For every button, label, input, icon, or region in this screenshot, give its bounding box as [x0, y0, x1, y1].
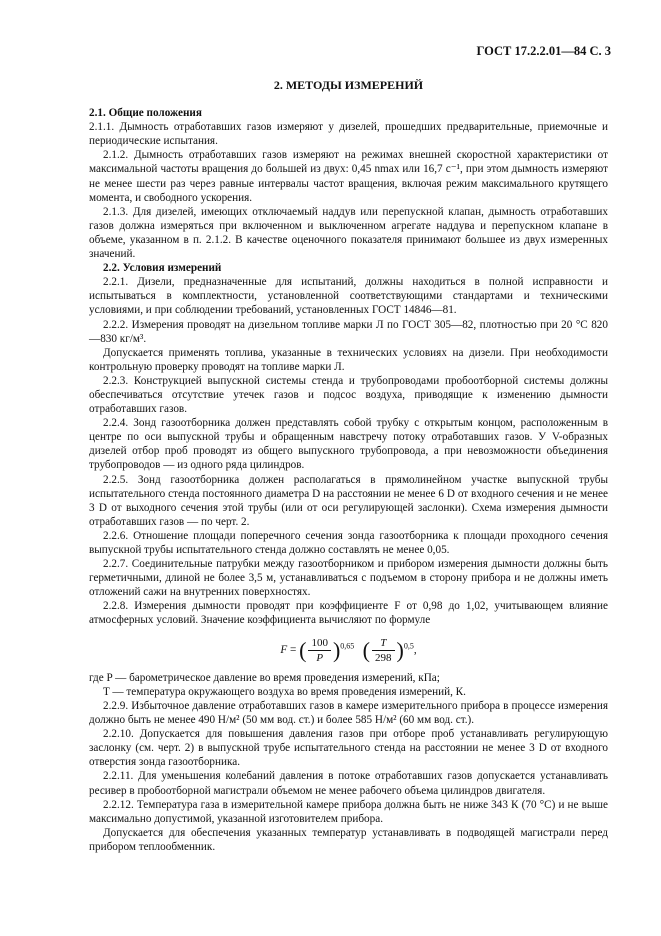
exponent-1: 0,65: [340, 641, 355, 650]
fraction-1: [308, 636, 331, 665]
formula: [89, 636, 608, 665]
paragraph-2-1-3: 2.1.3. Для дизелей, имеющих отключаемый наддув или перепускной клапан, дымность отработавших газов должна измеряться при включенном и выключенном агрегате наддува и перепускном клапане в объеме, указанном в п. 2.1.2. В качестве оценочного показателя принимают большее из двух измеренных значений.: [89, 205, 608, 261]
paragraph-2-2-12: 2.2.12. Температура газа в измерительной камере прибора должна быть не ниже 343 К (70 °С) и не выше максимально допустимой, указанной изготовителем прибора.: [89, 798, 608, 825]
formula-eq: =: [290, 643, 297, 656]
paragraph-2-2-10: 2.2.10. Допускается для повышения давления газов при отборе проб устанавливать регулирующую заслонку (см. черт. 2) в выпускной трубе испытательного стенда на расстоянии не менее 3 D от входного отверстия зонда газоотборника.: [89, 728, 608, 769]
paragraph-2-2-3: 2.2.3. Конструкцией выпускной системы стенда и трубопроводами пробоотборной системы должны обеспечиваться отсутствие утечек газов и подсос воздуха, приводящие к изменению дымности отработавших газов.: [89, 374, 608, 416]
paragraph-2-2-12-note: Допускается для обеспечения указанных температур устанавливать в подводящей магистрали перед прибором теплообменник.: [89, 826, 608, 853]
paren-close-icon: ): [396, 637, 404, 663]
subsection-title-2-1: 2.1. Общие положения: [89, 107, 202, 120]
paragraph-2-1-1: 2.1.1. Дымность отработавших газов измеряют у дизелей, прошедших предварительные, приемочные и периодические испытания.: [89, 121, 608, 148]
where-t: T — температура окружающего воздуха во время проведения измерений, К.: [103, 685, 466, 698]
paren-open-icon: (: [362, 637, 370, 663]
paragraph-2-1-2: 2.1.2. Дымность отработавших газов измеряют на режимах внешней скоростной характеристики от максимальной частоты вращения до большей из двух: 0,45 nmax или 16,7 с⁻¹, при этом дымность измеряют не менее шести раз через равные интервалы частот вращения, включая режим максимального крутящего момента, и свободного ускорения.: [89, 149, 608, 204]
formula-lhs: F: [280, 643, 288, 656]
exponent-2: 0,5: [403, 641, 414, 650]
paragraph-2-2-8: 2.2.8. Измерения дымности проводят при коэффициенте F от 0,98 до 1,02, учитывающем влияние атмосферных условий. Значение коэффициента вычисляют по формуле: [89, 600, 608, 627]
paragraph-2-2-5: 2.2.5. Зонд газоотборника должен располагаться в прямолинейном участке выпускной трубы испытательного стенда постоянного диаметра D на расстоянии не менее 6 D от входного сечения и не менее 3 D от выходного сечения этой трубы (или от оси регулирующей заслонки). Схема измерения дымности отработавших газов — по черт. 2.: [89, 473, 608, 528]
paragraph-2-2-2: 2.2.2. Измерения проводят на дизельном топливе марки Л по ГОСТ 305—82, плотностью при 20 °С 820—830 кг/м³.: [89, 318, 608, 345]
paragraph-2-2-1: 2.2.1. Дизели, предназначенные для испытаний, должны находиться в полной исправности и испытываться в комплектности, установленной соответствующими стандартами и техническими условиями, и при соблюдении требований, установленных ГОСТ 14846—81.: [89, 276, 608, 317]
where-p: где P — барометрическое давление во время проведения измерений, кПа;: [89, 671, 440, 684]
fraction-2: [372, 636, 395, 665]
document-body: [89, 78, 608, 854]
paren-close-icon: ): [332, 637, 341, 663]
formula-tail: ,: [413, 643, 417, 656]
paragraph-2-2-9: 2.2.9. Избыточное давление отработавших газов в камере измерительного прибора в процессе измерения должно быть не менее 490 Н/м² (50 мм вод. ст.) и более 585 Н/м² (60 мм вод. ст.).: [89, 699, 608, 727]
paragraph-2-2-11: 2.2.11. Для уменьшения колебаний давления в потоке отработавших газов допускается устанавливать ресивер в пробоотборной магистрали объемом не менее рабочего объема цилиндров двигателя.: [89, 770, 608, 797]
fraction-1-numerator: 100: [308, 636, 331, 651]
fraction-2-denominator: 298: [375, 651, 392, 664]
section-title: 2. МЕТОДЫ ИЗМЕРЕНИЙ: [273, 78, 424, 92]
paragraph-2-2-7: 2.2.7. Соединительные патрубки между газоотборником и прибором измерения дымности должны быть герметичными, длиной не более 3,5 м, устанавливаться с подъемом в сторону прибора и не должны иметь отложений сажи на внутренних поверхностях.: [89, 558, 608, 599]
paragraph-2-2-2-note: Допускается применять топлива, указанные в технических условиях на дизели. При необходимости контрольную проверку проводят на топливе марки Л.: [89, 346, 608, 373]
fraction-2-numerator: T: [372, 636, 395, 651]
fraction-1-denominator: P: [316, 651, 324, 664]
subsection-title-2-2: 2.2. Условия измерений: [103, 262, 222, 275]
paragraph-2-2-6: 2.2.6. Отношение площади поперечного сечения зонда газоотборника к площади проходного сечения выпускной трубы испытательного стенда должно составлять не менее 0,05.: [89, 529, 608, 556]
page-header: ГОСТ 17.2.2.01—84 С. 3: [476, 44, 611, 58]
paragraph-2-2-4: 2.2.4. Зонд газоотборника должен представлять собой трубку с открытым концом, расположенным в центре по оси выпускной трубы и обращенным навстречу потоку отработавших газов. У V-образных дизелей отбор проб проводят из общего выпускного трубопровода, а при невозможности объединения трубопроводов — из одного ряда цилиндров.: [89, 417, 608, 472]
paren-open-icon: (: [299, 637, 307, 663]
